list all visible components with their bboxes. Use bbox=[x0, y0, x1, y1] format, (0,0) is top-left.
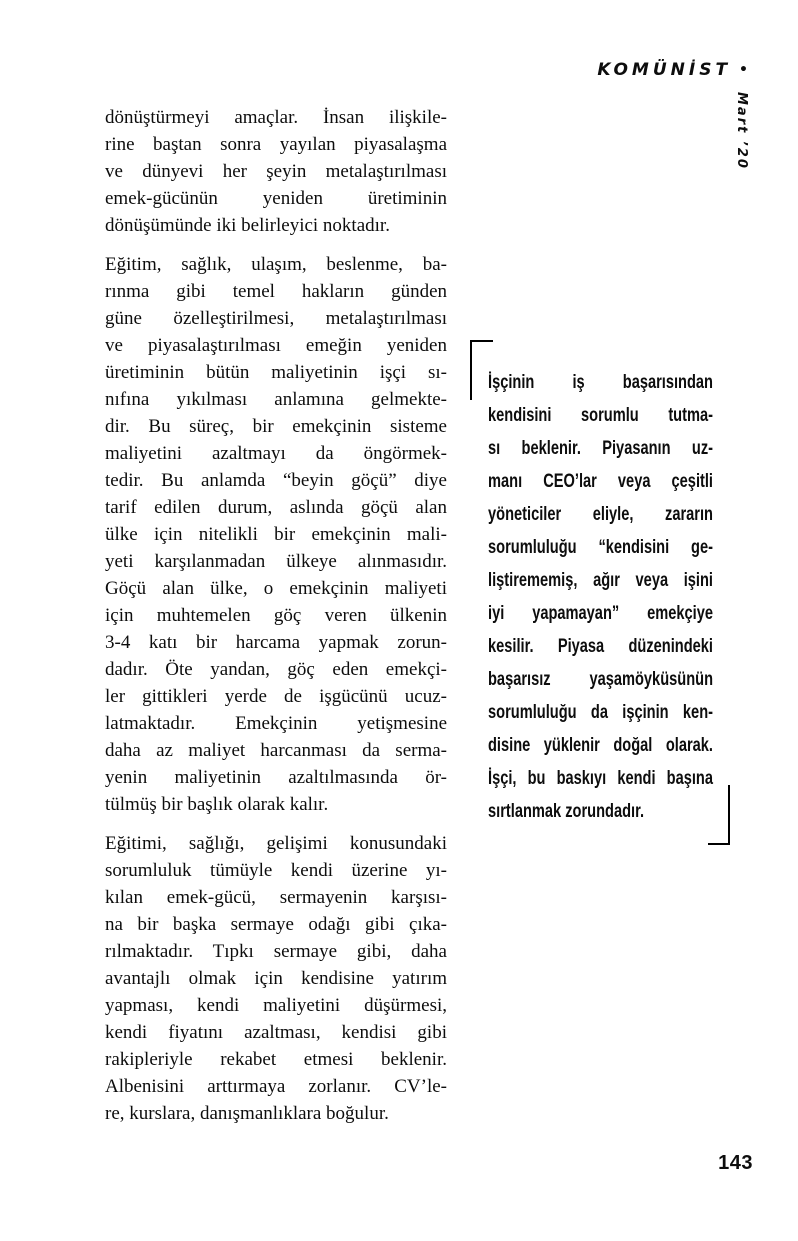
text-line: Albenisini arttırmaya zorlanır. CV’le- bbox=[105, 1076, 447, 1097]
text-line: kendi fiyatını azaltması, kendisi gibi bbox=[105, 1022, 447, 1043]
magazine-title: KOMÜNİST bbox=[597, 60, 732, 80]
text-line: üretiminin bütün maliyetinin işçi sı- bbox=[105, 362, 447, 383]
text-line: kendisini sorumlu tutma- bbox=[488, 404, 713, 426]
text-line: güne özelleştirilmesi, metalaştırılması bbox=[105, 308, 447, 329]
text-line: dönüştürmeyi amaçlar. İnsan ilişkile- bbox=[105, 107, 447, 128]
text-line: ve piyasalaştırılması emeğin yeniden bbox=[105, 335, 447, 356]
text-line: tedir. Bu anlamda “beyin göçü” diye bbox=[105, 470, 447, 491]
text-line: sı beklenir. Piyasanın uz- bbox=[488, 437, 713, 459]
text-line: tarif edilen durum, aslında göçü alan bbox=[105, 497, 447, 518]
text-line: sorumluluğu da işçinin ken- bbox=[488, 701, 713, 723]
text-line: ülke için nitelikli bir emekçinin mali- bbox=[105, 524, 447, 545]
text-line: re, kurslara, danışmanlıklara boğulur. bbox=[105, 1103, 389, 1124]
masthead-bullet: • bbox=[739, 62, 748, 78]
text-line: liştirememiş, ağır veya işini bbox=[488, 569, 713, 591]
text-line: rılmaktadır. Tıpkı sermaye gibi, daha bbox=[105, 941, 447, 962]
text-line: ve dünyevi her şeyin metalaştırılması bbox=[105, 161, 447, 182]
text-line: yöneticiler eliyle, zararın bbox=[488, 503, 713, 525]
text-line: dadır. Öte yandan, göç eden emekçi- bbox=[105, 659, 447, 680]
text-line: yenin maliyetinin azaltılmasında ör- bbox=[105, 767, 447, 788]
paragraph bbox=[105, 830, 447, 1127]
masthead bbox=[597, 60, 748, 80]
pull-quote-text bbox=[488, 366, 713, 828]
quote-bracket-bottom-icon bbox=[708, 785, 730, 845]
text-line: emek-gücünün yeniden üretiminin bbox=[105, 188, 447, 209]
text-line: Eğitimi, sağlığı, gelişimi konusundaki bbox=[105, 833, 447, 854]
text-line: başarısız yaşamöyküsünün bbox=[488, 668, 713, 690]
text-line: manı CEO’lar veya çeşitli bbox=[488, 470, 713, 492]
paragraph bbox=[105, 251, 447, 818]
text-line: İşçinin iş başarısından bbox=[488, 371, 713, 393]
article-body bbox=[105, 104, 447, 1139]
text-line: kesilir. Piyasa düzenindeki bbox=[488, 635, 713, 657]
text-line: nıfına yıkılması anlamına gelmekte- bbox=[105, 389, 447, 410]
text-line: için muhtemelen göç veren ülkenin bbox=[105, 605, 447, 626]
text-line: daha az maliyet harcanması da serma- bbox=[105, 740, 447, 761]
pull-quote bbox=[488, 366, 713, 828]
text-line: rakipleriyle rekabet etmesi beklenir. bbox=[105, 1049, 447, 1070]
text-line: latmaktadır. Emekçinin yetişmesine bbox=[105, 713, 447, 734]
text-line: Göçü alan ülke, o emekçinin maliyeti bbox=[105, 578, 447, 599]
text-line: sorumluluk tümüyle kendi üzerine yı- bbox=[105, 860, 447, 881]
text-line: maliyetini azaltmayı da öngörmek- bbox=[105, 443, 447, 464]
text-line: rınma gibi temel hakların günden bbox=[105, 281, 447, 302]
text-line: yeti karşılanmadan ülkeye alınmasıdır. bbox=[105, 551, 447, 572]
text-line: dir. Bu süreç, bir emekçinin sisteme bbox=[105, 416, 447, 437]
text-line: iyi yapamayan” emekçiye bbox=[488, 602, 713, 624]
page-number: 143 bbox=[718, 1152, 753, 1174]
text-line: sırtlanmak zorundadır. bbox=[488, 800, 645, 822]
text-line: kılan emek-gücü, sermayenin karşısı- bbox=[105, 887, 447, 908]
text-line: 3-4 katı bir harcama yapmak zorun- bbox=[105, 632, 447, 653]
text-line: disine yüklenir doğal olarak. bbox=[488, 734, 713, 756]
text-line: dönüşümünde iki belirleyici noktadır. bbox=[105, 215, 390, 236]
text-line: avantajlı olmak için kendisine yatırım bbox=[105, 968, 447, 989]
text-line: tülmüş bir başlık olarak kalır. bbox=[105, 794, 329, 815]
text-line: na bir başka sermaye odağı gibi çıka- bbox=[105, 914, 447, 935]
paragraph bbox=[105, 104, 447, 239]
text-line: ler gittikleri yerde de işgücünü ucuz- bbox=[105, 686, 447, 707]
text-line: İşçi, bu baskıyı kendi başına bbox=[488, 767, 713, 789]
issue-date: Mart ’20 bbox=[734, 92, 749, 170]
text-line: yapması, kendi maliyetini düşürmesi, bbox=[105, 995, 447, 1016]
text-line: sorumluluğu “kendisini ge- bbox=[488, 536, 713, 558]
text-line: Eğitim, sağlık, ulaşım, beslenme, ba- bbox=[105, 254, 447, 275]
text-line: rine baştan sonra yayılan piyasalaşma bbox=[105, 134, 447, 155]
